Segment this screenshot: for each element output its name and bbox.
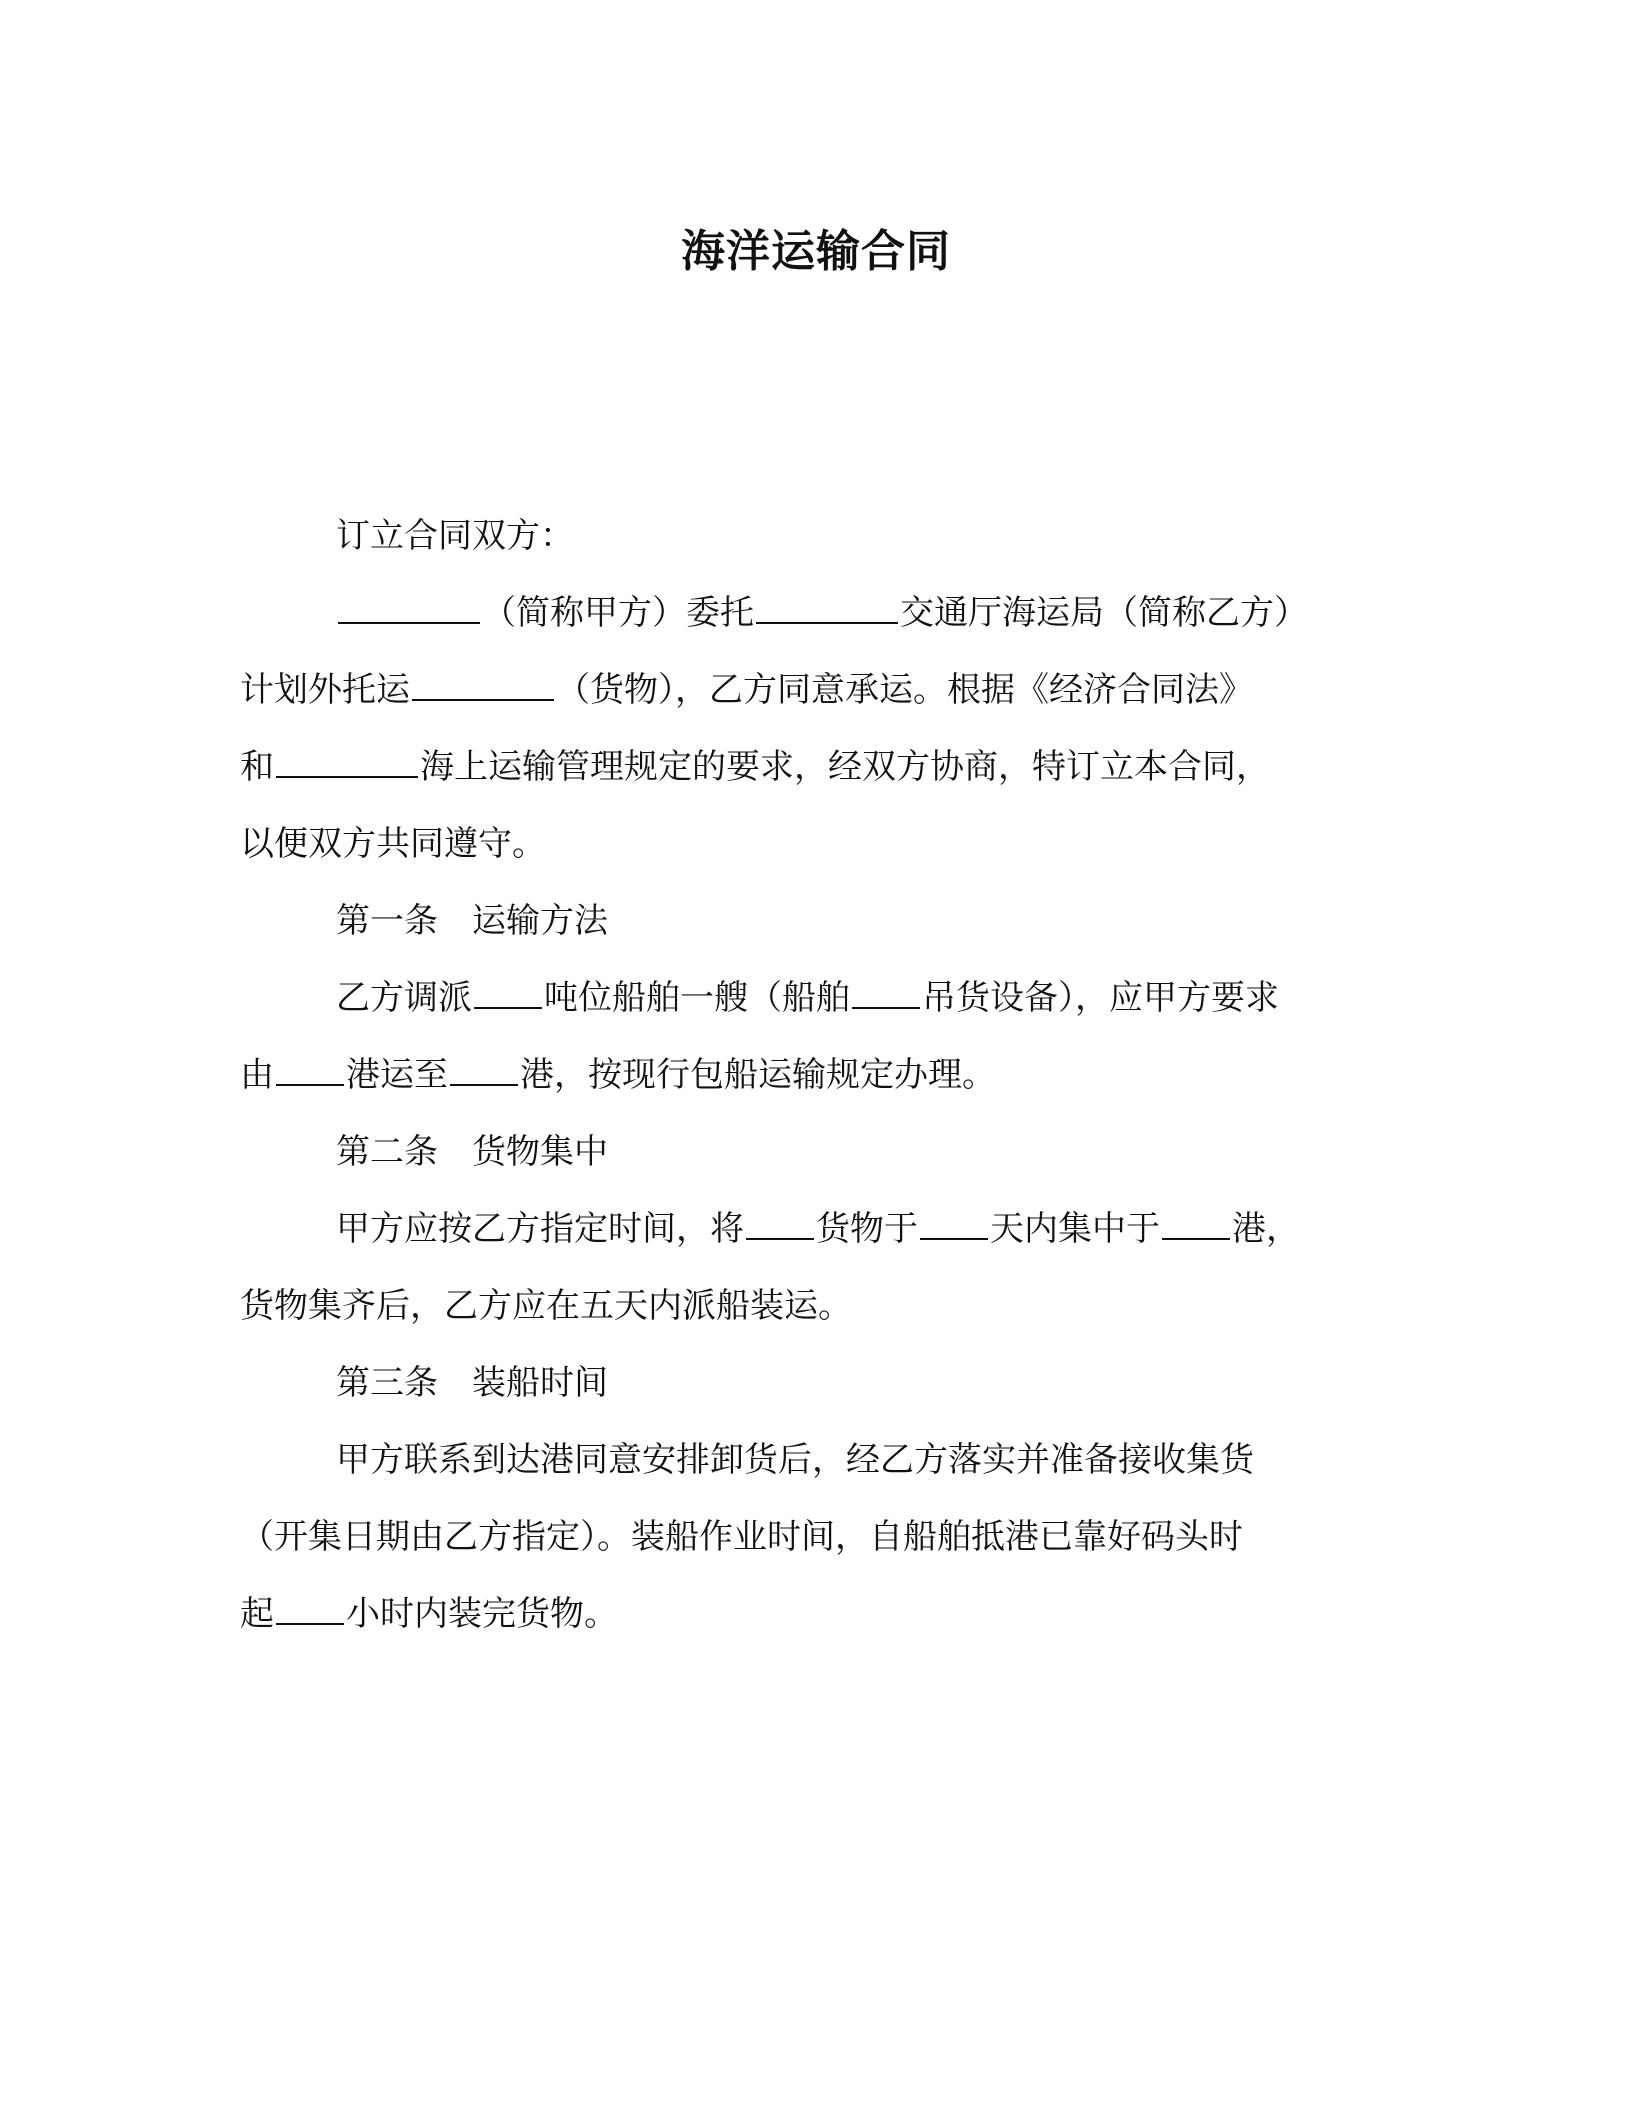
article-1-line-2 bbox=[240, 1037, 1400, 1114]
blank-field bbox=[276, 1593, 344, 1625]
article-text: 吊货设备），应甲方要求 bbox=[922, 978, 1279, 1018]
blank-field bbox=[450, 1054, 518, 1086]
article-text: 小时内装完货物。 bbox=[346, 1594, 618, 1634]
intro-line-1 bbox=[240, 575, 1400, 652]
document-body bbox=[240, 498, 1400, 1653]
intro-text: 计划外托运 bbox=[240, 670, 410, 710]
intro-line-4: 以便双方共同遵守。 bbox=[240, 824, 546, 864]
article-text: 起 bbox=[240, 1594, 274, 1634]
article-text: 港运至 bbox=[346, 1055, 448, 1095]
article-text: 港，按现行包船运输规定办理。 bbox=[520, 1055, 996, 1095]
article-text: 由 bbox=[240, 1055, 274, 1095]
blank-field bbox=[474, 977, 542, 1009]
intro-line-3 bbox=[240, 729, 1400, 806]
article-2-line-1 bbox=[240, 1191, 1400, 1268]
article-text: 货物于 bbox=[816, 1209, 918, 1249]
blank-field bbox=[276, 1054, 344, 1086]
intro-text: （简称甲方）委托 bbox=[482, 593, 754, 633]
blank-field bbox=[756, 592, 898, 624]
article-1-heading: 第一条 运输方法 bbox=[336, 901, 608, 941]
document-title: 海洋运输合同 bbox=[681, 226, 951, 277]
parties-label: 订立合同双方： bbox=[336, 516, 574, 556]
intro-text: 海上运输管理规定的要求，经双方协商，特订立本合同， bbox=[420, 747, 1270, 787]
blank-field bbox=[412, 669, 554, 701]
blank-field bbox=[920, 1208, 988, 1240]
article-3-line-1: 甲方联系到达港同意安排卸货后，经乙方落实并准备接收集货 bbox=[336, 1440, 1254, 1480]
article-3-line-2: （开集日期由乙方指定）。装船作业时间，自船舶抵港已靠好码头时 bbox=[240, 1517, 1243, 1557]
article-text: 甲方应按乙方指定时间，将 bbox=[336, 1209, 744, 1249]
blank-field bbox=[746, 1208, 814, 1240]
article-text: 港， bbox=[1232, 1209, 1300, 1249]
blank-field bbox=[1162, 1208, 1230, 1240]
blank-field bbox=[276, 746, 418, 778]
blank-field bbox=[338, 592, 480, 624]
article-text: 乙方调派 bbox=[336, 978, 472, 1018]
intro-text: （货物），乙方同意承运。根据《经济合同法》 bbox=[556, 670, 1253, 710]
article-1-line-1 bbox=[240, 960, 1400, 1037]
article-3-heading: 第三条 装船时间 bbox=[336, 1363, 608, 1403]
article-3-line-3 bbox=[240, 1576, 1400, 1653]
article-text: 吨位船舶一艘（船舶 bbox=[544, 978, 850, 1018]
intro-text: 交通厅海运局（简称乙方） bbox=[900, 593, 1308, 633]
article-text: 天内集中于 bbox=[990, 1209, 1160, 1249]
blank-field bbox=[852, 977, 920, 1009]
article-2-heading: 第二条 货物集中 bbox=[336, 1132, 608, 1172]
intro-line-2 bbox=[240, 652, 1400, 729]
article-2-line-2: 货物集齐后，乙方应在五天内派船装运。 bbox=[240, 1286, 852, 1326]
intro-text: 和 bbox=[240, 747, 274, 787]
